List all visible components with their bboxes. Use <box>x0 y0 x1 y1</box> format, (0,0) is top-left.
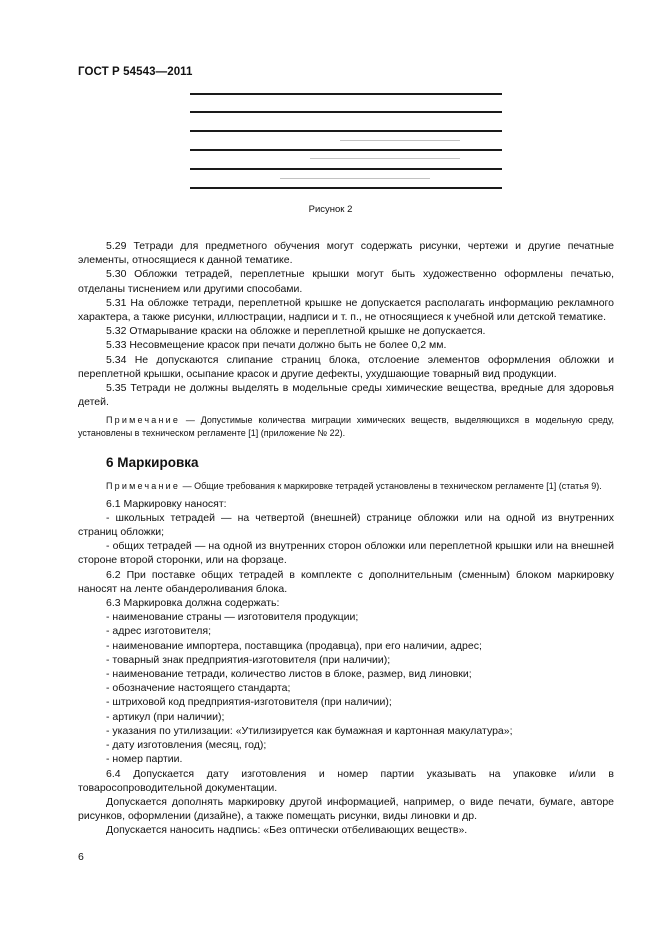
list-item: - школьных тетрадей — на четвертой (внешней) странице обложки или на одной из внутренних страниц обложки; <box>78 511 614 539</box>
clause-6-2: 6.2 При поставке общих тетрадей в комплекте с дополнительным (сменным) блоком маркировку наносят на ленте обандероливания блока. <box>78 568 614 595</box>
figure-caption: Рисунок 2 <box>308 204 353 215</box>
figure-line-2 <box>190 111 502 113</box>
note-label: Примечание <box>106 415 181 426</box>
clause-6-3: 6.3 Маркировка должна содержать: <box>106 597 280 610</box>
document-header: ГОСТ Р 54543—2011 <box>78 66 193 78</box>
figure-faint-line <box>340 140 460 141</box>
figure-line-5 <box>190 168 502 170</box>
list-item: - наименование страны — изготовителя продукции; <box>106 611 359 624</box>
document-body <box>78 239 614 838</box>
clause-5-35: 5.35 Тетради не должны выделять в модельные среды химические вещества, вредные для здоровья детей. <box>78 382 614 409</box>
list-item: - дату изготовления (месяц, год); <box>106 739 267 752</box>
figure-faint-line <box>310 158 460 159</box>
list-item: - указания по утилизации: «Утилизируется как бумажная и картонная макулатура»; <box>106 724 513 737</box>
note-text: — Общие требования к маркировке тетрадей установлены в техническом регламенте [1] (статья 9). <box>182 480 602 491</box>
clause-5-31: 5.31 На обложке тетради, переплетной крышке не допускается располагать информацию рекламного характера, а также рисунки, иллюстрации, надписи и т. п., не относящиеся к учебной или детской тематике. <box>78 296 614 324</box>
clause-5-30: 5.30 Обложки тетрадей, переплетные крышки могут быть художественно оформлены печатью, отделаны тиснением или другими способами. <box>78 268 614 295</box>
page-number: 6 <box>78 851 84 863</box>
note-marking <box>78 480 614 493</box>
list-item: - наименование импортера, поставщика (продавца), при его наличии, адрес; <box>106 639 482 652</box>
list-item: - наименование тетради, количество листов в блоке, размер, вид линовки; <box>106 668 472 681</box>
figure-line-1 <box>190 93 502 95</box>
figure-line-3 <box>190 130 502 132</box>
section-title: 6 Маркировка <box>106 455 199 471</box>
clause-5-32: 5.32 Отмарывание краски на обложке и переплетной крышке не допускается. <box>106 325 486 338</box>
note-label: Примечание <box>106 480 181 491</box>
note-text: — Допустимые количества миграции химических веществ, выделяющихся в модельную среду, установлены в техническом регламенте [1] (приложение № 22). <box>78 415 614 439</box>
clause-6-4-paragraph: Допускается дополнять маркировку другой информацией, например, о виде печати, бумаге, авторе рисунков, оформлении (дизайне), а также помещать рисунки, виды линовки и др. <box>78 795 614 823</box>
clause-5-34: 5.34 Не допускаются слипание страниц блока, отслоение элементов оформления обложки и переплетной крышки, осыпание красок и другие дефекты, ухудшающие товарный вид продукции. <box>78 353 614 380</box>
clause-6-4-paragraph: Допускается наносить надпись: «Без оптически отбеливающих веществ». <box>106 824 468 837</box>
figure-line-6 <box>190 187 502 189</box>
list-item: - артикул (при наличии); <box>106 710 225 723</box>
figure-ruled-lines <box>190 93 502 191</box>
figure-faint-line <box>280 178 430 179</box>
list-item: - штриховой код предприятия-изготовителя (при наличии); <box>106 696 392 709</box>
list-item: - номер партии. <box>106 753 183 766</box>
list-item: - товарный знак предприятия-изготовителя (при наличии); <box>106 653 391 666</box>
clause-6-1: 6.1 Маркировку наносят: <box>106 497 227 510</box>
figure-line-4 <box>190 149 502 151</box>
note-migration <box>78 414 614 440</box>
clause-5-33: 5.33 Несовмещение красок при печати должно быть не более 0,2 мм. <box>106 339 447 352</box>
clause-5-29: 5.29 Тетради для предметного обучения могут содержать рисунки, чертежи и другие печатные элементы, относящиеся к данной тематике. <box>78 240 614 267</box>
list-item: - адрес изготовителя; <box>106 625 211 638</box>
list-item: - обозначение настоящего стандарта; <box>106 682 291 695</box>
list-item: - общих тетрадей — на одной из внутренних сторон обложки или переплетной крышки или на внешней стороне второй сторонки, или на форзаце. <box>78 540 614 567</box>
clause-6-4: 6.4 Допускается дату изготовления и номер партии указывать на упаковке и/или в товаросопроводительной документации. <box>78 767 614 794</box>
